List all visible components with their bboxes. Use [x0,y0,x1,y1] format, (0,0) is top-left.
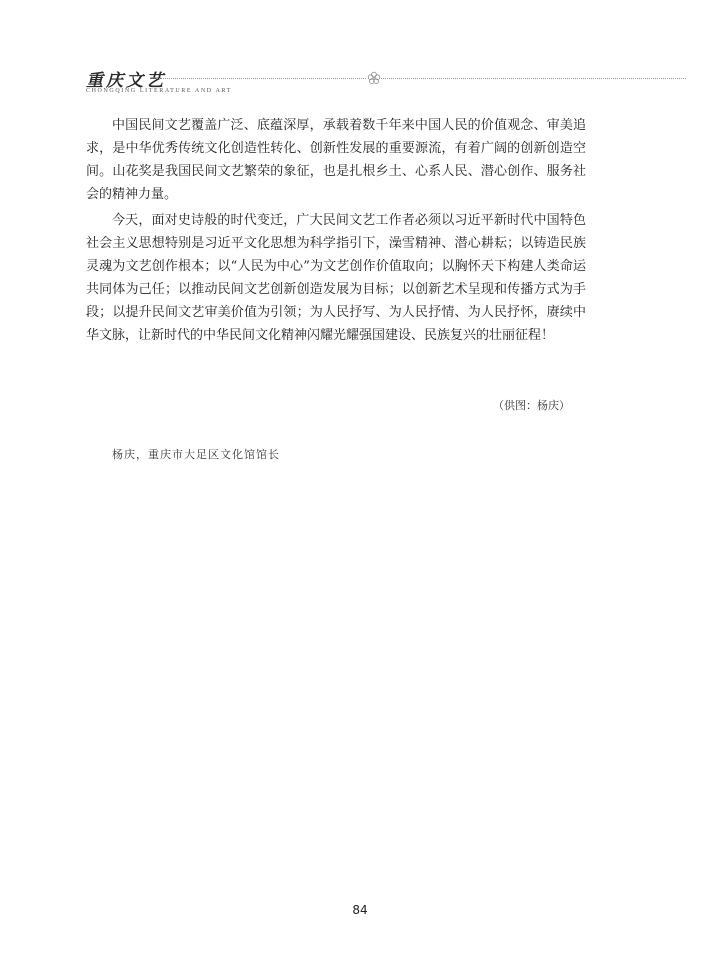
flower-ornament-icon [367,71,381,85]
photo-credit: （供图：杨庆） [493,399,570,412]
journal-logo: 重庆文艺 [86,71,166,91]
header-divider [156,78,686,79]
journal-subtitle: CHONGQING LITERATURE AND ART [86,88,232,94]
author-bio: 杨庆，重庆市大足区文化馆馆长 [112,448,280,461]
article-paragraph-1: 中国民间文艺覆盖广泛、底蕴深厚，承载着数千年来中国人民的价值观念、审美追求，是中华优秀传统文化创造性转化、创新性发展的重要源流，有着广阔的创新创造空间。山花奖是我国民间文艺繁荣的象征，也是扎根乡土、心系人民、潜心创作、服务社会的精神力量。 [86,118,586,202]
page-header [86,66,686,102]
article-paragraph-2: 今天，面对史诗般的时代变迁，广大民间文艺工作者必须以习近平新时代中国特色社会主义思想特别是习近平文化思想为科学指引下，澡雪精神、潜心耕耘；以铸造民族灵魂为文艺创作根本；以“人民为中心”为文艺创作价值取向；以胸怀天下构建人类命运共同体为己任；以推动民间文艺创新创造发展为目标；以创新艺术呈现和传播方式为手段；以提升民间文艺审美价值为引领；为人民抒写、为人民抒情、为人民抒怀，赓续中华文脉，让新时代的中华民间文化精神闪耀光耀强国建设、民族复兴的壮丽征程！ [86,213,586,343]
page-number: 84 [352,903,368,917]
article-body [86,114,586,350]
